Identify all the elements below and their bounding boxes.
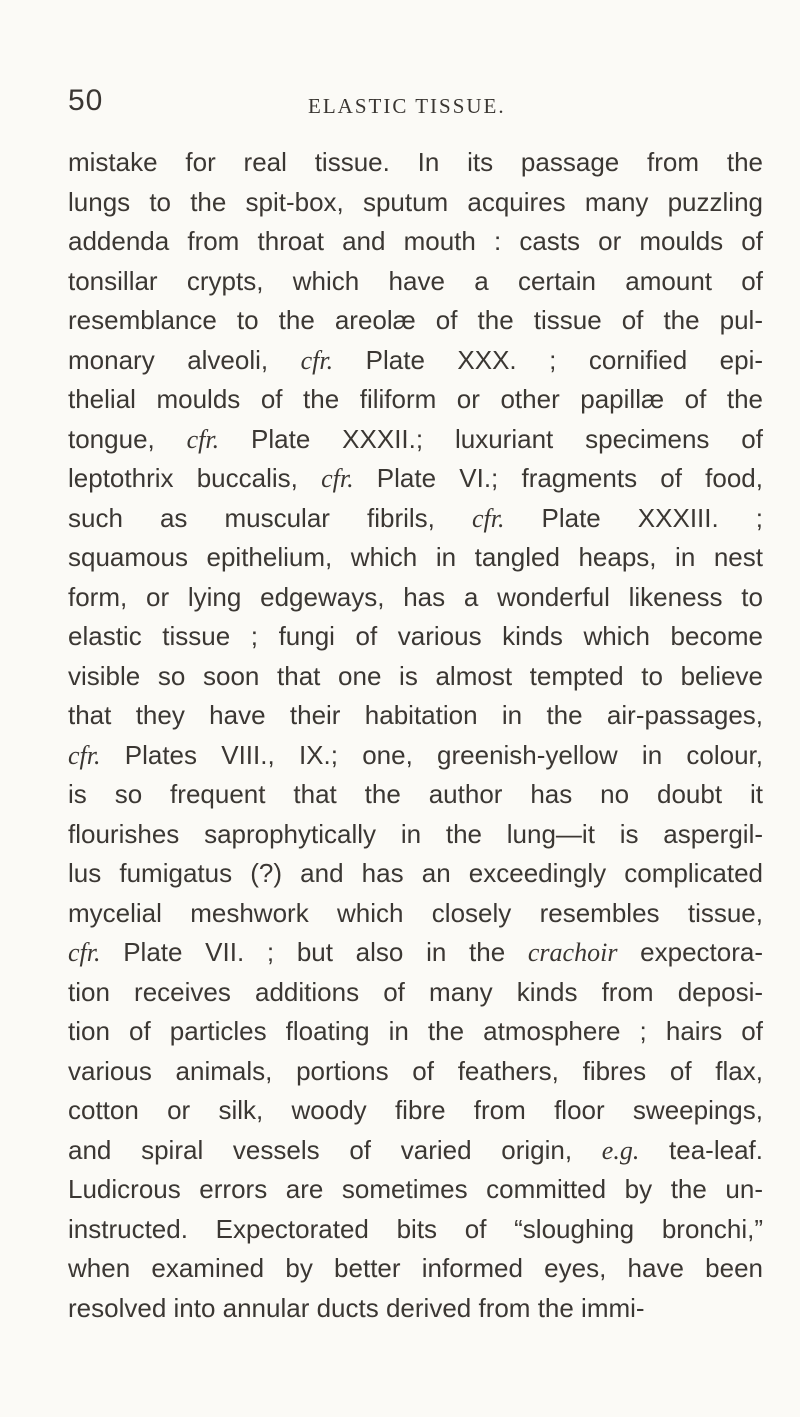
text-line: such as muscular fibrils, cfr. Plate XXXIII. ; bbox=[68, 502, 763, 533]
text-line: lungs to the spit-box, sputum acquires many puzzling bbox=[68, 186, 763, 217]
text-line: addenda from throat and mouth : casts or moulds of bbox=[68, 226, 763, 256]
text-line: that they have their habitation in the air-passages, bbox=[68, 700, 763, 730]
text-line: instructed. Expectorated bits of “sloughing bronchi,” bbox=[68, 1213, 763, 1244]
text-line: squamous epithelium, which in tangled heaps, in nest bbox=[68, 542, 763, 572]
text-line: various animals, portions of feathers, fibres of flax, bbox=[68, 1055, 763, 1086]
text-line: tion of particles floating in the atmosphere ; hairs of bbox=[68, 1016, 763, 1046]
text-line: Ludicrous errors are sometimes committed by the un- bbox=[68, 1174, 763, 1204]
text-line: tion receives additions of many kinds from deposi- bbox=[68, 976, 763, 1007]
text-line: cfr. Plate VII. ; but also in the crachoir expectora- bbox=[68, 937, 763, 967]
text-line: visible so soon that one is almost tempted to believe bbox=[68, 660, 763, 691]
text-line: elastic tissue ; fungi of various kinds which become bbox=[68, 621, 763, 651]
text-line: mycelial meshwork which closely resembles tissue, bbox=[68, 897, 763, 928]
text-line: mistake for real tissue. In its passage from the bbox=[68, 147, 763, 177]
text-line: flourishes saprophytically in the lung—it is aspergil- bbox=[68, 818, 763, 849]
text-line: leptothrix buccalis, cfr. Plate VI.; fragments of food, bbox=[68, 463, 763, 493]
text-line: and spiral vessels of varied origin, e.g. tea-leaf. bbox=[68, 1134, 763, 1165]
body-text bbox=[68, 143, 763, 1328]
page-number: 50 bbox=[68, 84, 104, 117]
text-line: lus fumigatus (?) and has an exceedingly complicated bbox=[68, 858, 763, 888]
text-line: when examined by better informed eyes, have been bbox=[68, 1253, 763, 1283]
text-line: cotton or silk, woody fibre from floor sweepings, bbox=[68, 1095, 763, 1125]
text-line: cfr. Plates VIII., IX.; one, greenish-yellow in colour, bbox=[68, 739, 763, 770]
text-line: tonsillar crypts, which have a certain amount of bbox=[68, 265, 763, 296]
running-title: ELASTIC TISSUE. bbox=[308, 94, 506, 118]
text-line: is so frequent that the author has no doubt it bbox=[68, 779, 763, 809]
running-head bbox=[68, 84, 768, 124]
text-line: thelial moulds of the filiform or other papillæ of the bbox=[68, 384, 763, 414]
text-line: form, or lying edgeways, has a wonderful likeness to bbox=[68, 581, 763, 612]
text-line: tongue, cfr. Plate XXXII.; luxuriant specimens of bbox=[68, 423, 763, 454]
text-line: monary alveoli, cfr. Plate XXX. ; cornified epi- bbox=[68, 344, 764, 375]
text-line: resemblance to the areolæ of the tissue of the pul- bbox=[68, 305, 763, 335]
text-line: resolved into annular ducts derived from the immi- bbox=[68, 1292, 645, 1323]
